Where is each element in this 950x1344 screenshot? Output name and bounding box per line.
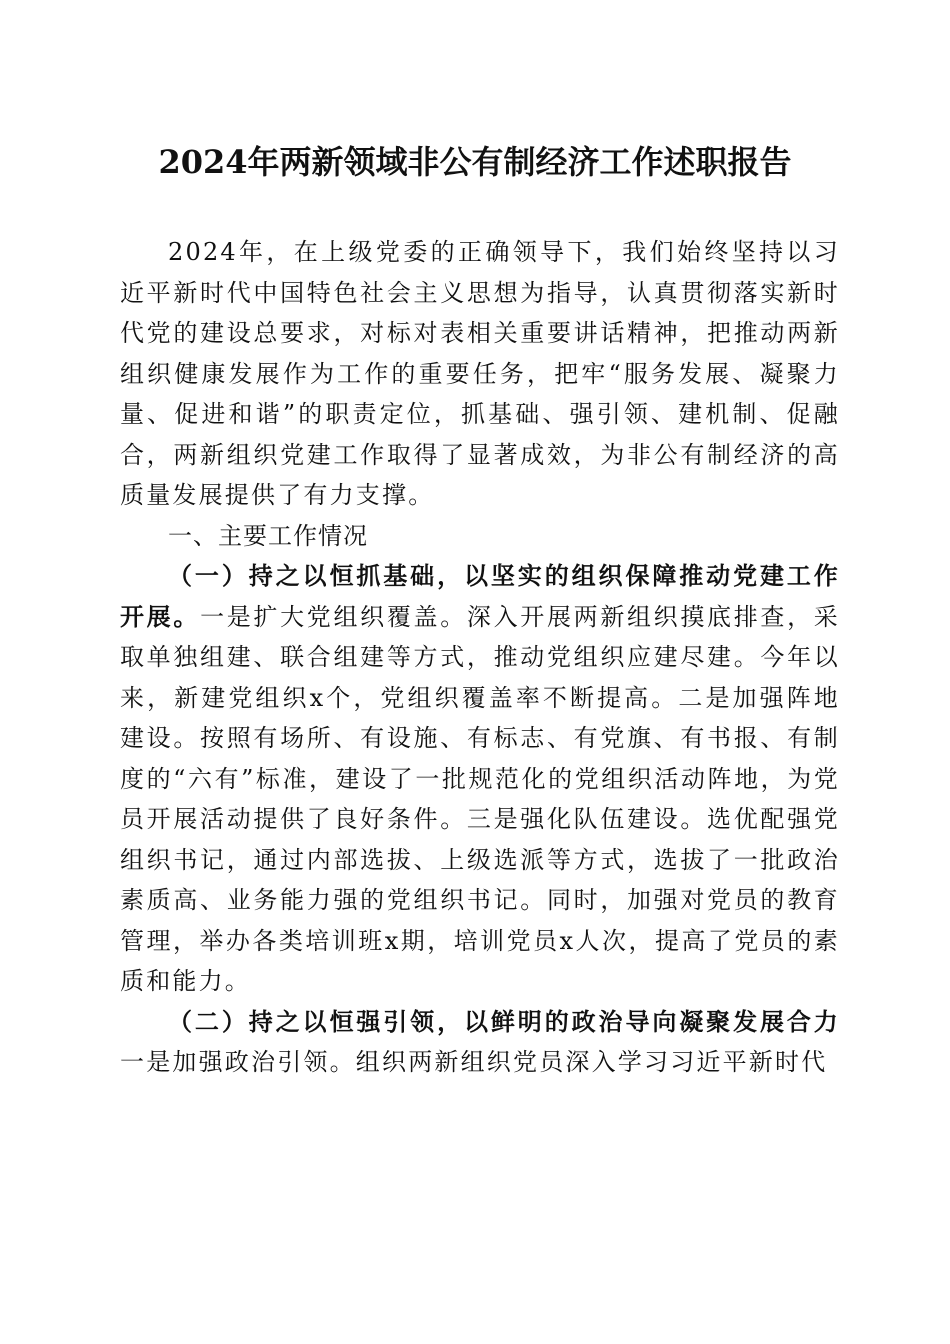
subsection-2-heading: （二）持之以恒强引领，以鲜明的政治导向凝聚发展合力 [168,1006,840,1036]
document-title: 2024年两新领域非公有制经济工作述职报告 [158,143,792,181]
subsection-2-body: 一是加强政治引领。组织两新组织党员深入学习习近平新时代 [120,1048,828,1076]
subsection-1-heading: （一）持之以恒抓基础，以坚实的组织保障推动党建工作开展。 [120,561,840,631]
section-heading-main-work: 一、主要工作情况 [168,521,368,550]
subsection-1-body: 一是扩大党组织覆盖。深入开展两新组织摸底排查，采取单独组建、联合组建等方式，推动党组织应建尽建。今年以来，新建党组织x个，党组织覆盖率不断提高。二是加强阵地建设。按照有场所、有设施、有标志、有党旗、有书报、有制度的“六有”标准，建设了一批规范化的党组织活动阵地，为党员开展活动提供了良好条件。三是强化队伍建设。选优配强党组织书记，通过内部选拔、上级选派等方式，选拔了一批政治素质高、业务能力强的党组织书记。同时，加强对党员的教育管理，举办各类培训班x期，培训党员x人次，提高了党员的素质和能力。 [120,602,840,995]
subsection-1-paragraph [120,556,840,1002]
document-body [120,232,840,1083]
subsection-2-paragraph [120,1002,840,1083]
intro-paragraph: 2024年，在上级党委的正确领导下，我们始终坚持以习近平新时代中国特色社会主义思想为指导，认真贯彻落实新时代党的建设总要求，对标对表相关重要讲话精神，把推动两新组织健康发展作为工作的重要任务，把牢“服务发展、凝聚力量、促进和谐”的职责定位，抓基础、强引领、建机制、促融合，两新组织党建工作取得了显著成效，为非公有制经济的高质量发展提供了有力支撑。 [120,238,840,509]
